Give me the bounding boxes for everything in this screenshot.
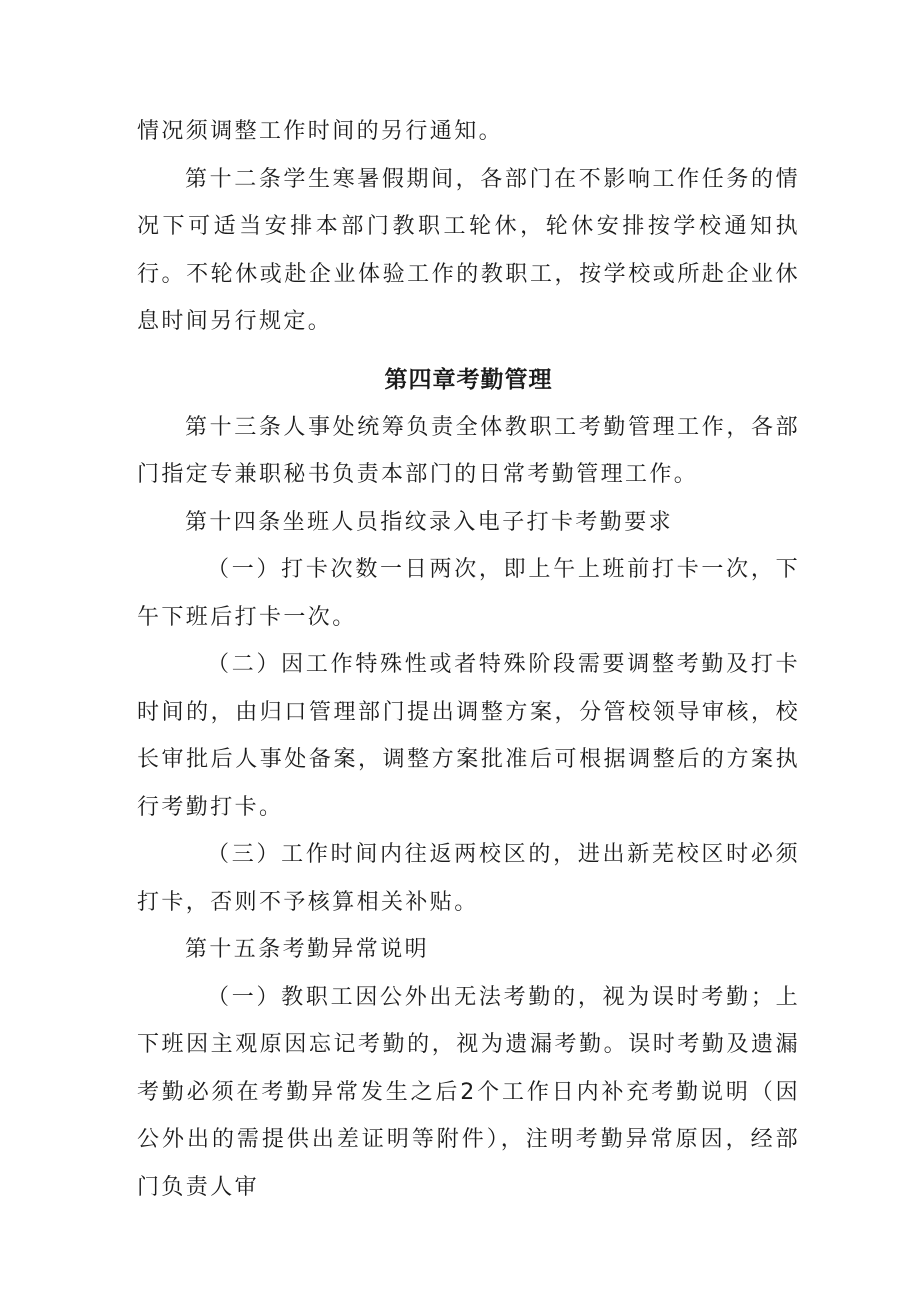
article-12: 第十二条学生寒暑假期间，各部门在不影响工作任务的情况下可适当安排本部门教职工轮休，轮休安排按学校通知执行。不轮休或赴企业体验工作的教职工，按学校或所赴企业休息时间另行规定。	[137, 166, 800, 334]
article-14-item-3: （三）工作时间内往返两校区的，进出新芜校区时必须打卡，否则不予核算相关补贴。	[137, 842, 800, 915]
article-15-item-1: （一）教职工因公外出无法考勤的，视为误时考勤；上下班因主观原因忘记考勤的，视为遗漏考勤。误时考勤及遗漏考勤必须在考勤异常发生之后2个工作日内补充考勤说明（因公外出的需提供出差证明等附件），注明考勤异常原因，经部门负责人审	[137, 984, 800, 1200]
article-14-item-1: （一）打卡次数一日两次，即上午上班前打卡一次，下午下班后打卡一次。	[137, 557, 800, 630]
paragraph-continuation: 情况须调整工作时间的另行通知。	[137, 119, 504, 144]
article-13: 第十三条人事处统筹负责全体教职工考勤管理工作，各部门指定专兼职秘书负责本部门的日常考勤管理工作。	[137, 414, 800, 487]
article-15: 第十五条考勤异常说明	[185, 937, 430, 962]
article-14-item-2: （二）因工作特殊性或者特殊阶段需要调整考勤及打卡时间的，由归口管理部门提出调整方案，分管校领导审核，校长审批后人事处备案，调整方案批准后可根据调整后的方案执行考勤打卡。	[137, 652, 800, 820]
article-14: 第十四条坐班人员指纹录入电子打卡考勤要求	[185, 509, 674, 535]
chapter-title: 第四章考勤管理	[384, 366, 553, 393]
